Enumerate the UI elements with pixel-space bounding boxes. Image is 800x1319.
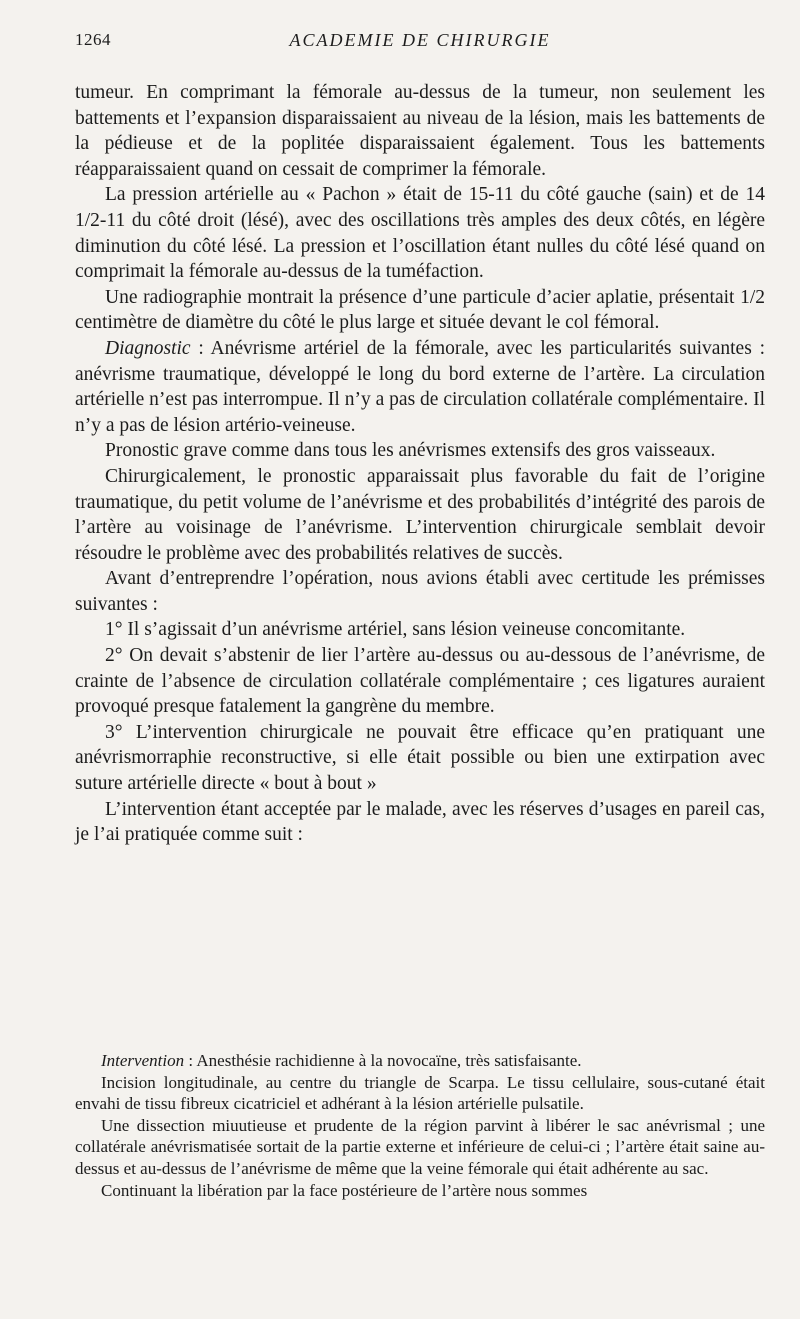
- paragraph-intervention: [75, 1050, 765, 1072]
- page-header: [75, 30, 765, 56]
- intervention-text: [75, 1050, 765, 1201]
- running-title: ACADEMIE DE CHIRURGIE: [289, 30, 551, 50]
- paragraph-surgical-prognosis: Chirurgicalement, le pronostic apparaissait plus favorable du fait de l’origine traumatique, du petit volume de l’anévrisme et des probabilités d’intégrité des parois de l’artère au voisinage de l’anévrisme. L’intervention chirurgicale semblait devoir résoudre le problème avec des probabilités relatives de succès.: [75, 465, 765, 564]
- paragraph-radiography: Une radiographie montrait la présence d’une particule d’acier aplatie, présentait 1/2 centimètre de diamètre du côté le plus large et située devant le col fémoral.: [75, 286, 765, 334]
- diagnostic-text: : Anévrisme artériel de la fémorale, avec les particularités suivantes : anévrisme traumatique, développé le long du bord externe de l’artère. La circulation artérielle n’est pas interrompue. Il n’y a pas de circulation collatérale complémentaire. Il n’y a pas de lésion artério-veineuse.: [75, 337, 765, 436]
- paragraph-prognosis: Pronostic grave comme dans tous les anévrismes extensifs des gros vaisseaux.: [105, 440, 716, 462]
- premise-item-1: 1° Il s’agissait d’un anévrisme artériel, sans lésion veineuse concomitante.: [105, 619, 686, 641]
- diagnostic-label: Diagnostic: [105, 337, 191, 359]
- paragraph-blood-pressure: La pression artérielle au « Pachon » était de 15-11 du côté gauche (sain) et de 14 1/2-11 du côté droit (lésé), avec des oscillations très amples des deux côtés, en légère diminution du côté lésé. La pression et l’oscillation étant nulles du côté lésé quand on comprimait la fémorale au-dessus de la tuméfaction.: [75, 184, 765, 283]
- paragraph-incision: Incision longitudinale, au centre du triangle de Scarpa. Le tissu cellulaire, sous-cutané était envahi de tissu fibreux cicatriciel et adhérant à la lésion artérielle pulsatile.: [75, 1072, 765, 1114]
- intervention-label: Intervention: [101, 1051, 185, 1070]
- paragraph-dissection: Une dissection miuutieuse et prudente de la région parvint à libérer le sac anévrismal ; une collatérale anévrismatisée sortait de la partie externe et inférieure de celui-ci ; l’artère était saine au-dessus et au-dessus de l’anévrisme de même que la veine fémorale qui était adhérente au sac.: [75, 1115, 765, 1178]
- paragraph-diagnostic: [75, 336, 765, 438]
- page-number: 1264: [75, 30, 111, 49]
- paragraph-premises-intro: Avant d’entreprendre l’opération, nous avions établi avec certitude les prémisses suivantes :: [75, 568, 765, 615]
- premise-item-2: 2° On devait s’abstenir de lier l’artère au-dessus ou au-dessous de l’anévrisme, de crainte de l’absence de circulation collatérale complémentaire ; ces ligatures auraient provoqué presque fatalement la gangrène du membre.: [75, 645, 765, 718]
- paragraph-continuation-posterior: Continuant la libération par la face postérieure de l’artère nous sommes: [101, 1180, 588, 1200]
- intervention-anesthesia: : Anesthésie rachidienne à la novocaïne, très satisfaisante.: [184, 1051, 582, 1070]
- premise-item-3: 3° L’intervention chirurgicale ne pouvait être efficace qu’en pratiquant une anévrismorraphie reconstructive, si elle était possible ou bien une extirpation avec suture artérielle directe « bout à bout »: [75, 721, 765, 795]
- paragraph-operation-intro: L’intervention étant acceptée par le malade, avec les réserves d’usages en pareil cas, je l’ai pratiquée comme suit :: [75, 798, 765, 846]
- main-text: [75, 80, 765, 848]
- paragraph-continuation: tumeur. En comprimant la fémorale au-dessus de la tumeur, non seulement les battements et l’expansion disparaissaient au niveau de la lésion, mais les battements de la pédieuse et de la poplitée disparaissaient également. Tous les battements réapparaissaient quand on cessait de comprimer la fémorale.: [75, 82, 765, 180]
